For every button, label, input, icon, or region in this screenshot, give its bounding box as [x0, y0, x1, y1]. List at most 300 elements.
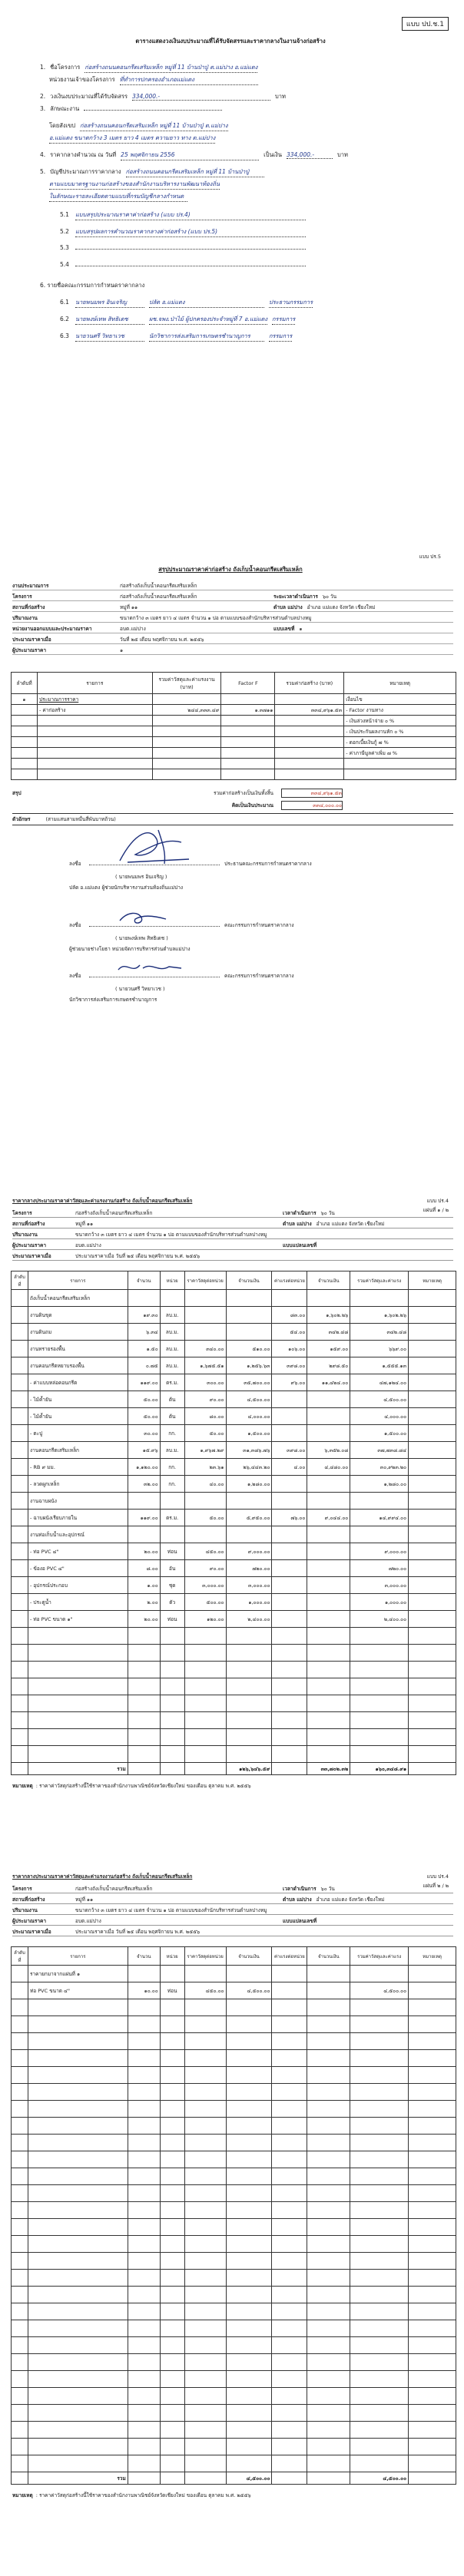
cell-col-0	[12, 2118, 28, 2135]
total-col-2	[128, 2472, 160, 2485]
table-row	[12, 2033, 456, 2050]
table-row	[12, 705, 456, 716]
cell-no	[12, 748, 38, 759]
cell-col-5	[226, 1526, 272, 1543]
page-por4-sheet1	[0, 1186, 464, 1862]
cell-col-2: ๑๑๙.๐๐	[128, 1510, 160, 1526]
member-number: 6.1	[60, 299, 69, 306]
cell-col-0	[12, 2287, 28, 2303]
cell-col-3	[160, 2270, 184, 2287]
cell-col-2	[128, 2033, 160, 2050]
cell-col-0	[12, 1999, 28, 2016]
cell-col-6: ๗๖.๐๐	[272, 1510, 307, 1526]
cell-col-1: ราคายกมาจากแผ่นที่ ๑	[28, 1966, 128, 1982]
table-row	[12, 2371, 456, 2388]
cell-col-2	[128, 2303, 160, 2320]
column-header: รายการ	[37, 673, 152, 694]
cell-col-0	[12, 1324, 28, 1341]
field-value: ขนาดกว้าง ๓ เมตร ยาว ๔ เมตร จำนวน ๑ บ่อ ตามแบบของสำนักบริหารส่วนตำบลปางหมู	[120, 615, 312, 621]
cell-col-5: ๗๒๐.๐๐	[226, 1560, 272, 1577]
amount-in-words-row	[12, 813, 453, 825]
cell-col-1	[28, 2067, 128, 2084]
header-field	[12, 1917, 453, 1926]
cell-col-1	[28, 2354, 128, 2371]
cell-col-6	[272, 1662, 307, 1678]
cell-col-6	[272, 2067, 307, 2084]
cell-col-3	[160, 1695, 184, 1712]
cell-col-1: - RB ๙ มม.	[28, 1459, 128, 1476]
signer-name: ( นายพงษ์เทพ สิทธิเดช )	[115, 935, 168, 941]
cell-col-8: ๓๐,๙๒๓.๒๐	[350, 1459, 409, 1476]
table-row	[12, 1611, 456, 1628]
cell-col-4	[184, 1526, 226, 1543]
cell-factor	[221, 726, 275, 737]
cell-col-1	[28, 2253, 128, 2270]
cell-item: - ค่าก่อสร้าง	[37, 705, 152, 716]
table-row	[12, 2303, 456, 2320]
table-row	[12, 769, 456, 780]
field-label-2: แบบแปลนเลขที่	[283, 1242, 317, 1248]
cell-col-8	[350, 2371, 409, 2388]
cell-col-7	[307, 1391, 350, 1408]
cell-col-3	[160, 2439, 184, 2455]
cell-col-3	[160, 1999, 184, 2016]
footnote-text: : ราคาค่าวัสดุก่อสร้างนี้ใช้ราคาของสำนักงานพาณิชย์จังหวัดเชียงใหม่ ของเดือน ตุลาคม พ.ศ. ๒๕๕๖	[35, 1783, 251, 1789]
total-col-0	[12, 2472, 28, 2485]
cell-col-1: งานคอนกรีตหยาบรองพื้น	[28, 1357, 128, 1374]
cell-col-0	[12, 2253, 28, 2270]
cell-col-3	[160, 2185, 184, 2202]
summary-label: สรุป	[12, 790, 22, 796]
cell-col-5: ๓,๐๐๐.๐๐	[226, 1577, 272, 1594]
cell-col-7	[307, 2320, 350, 2337]
cell-col-5: ๓๕,๗๐๐.๐๐	[226, 1374, 272, 1391]
field-label-2: ตำบล แม่ปาง	[283, 1896, 312, 1903]
cell-col-8	[350, 2185, 409, 2202]
cell-col-6	[272, 1391, 307, 1408]
cell-col-7	[307, 2033, 350, 2050]
item-value: 334,000.-	[132, 93, 270, 101]
info-row	[40, 63, 257, 73]
cell-col-3: ต้น	[160, 1391, 184, 1408]
cell-col-2: ๒๐.๐๐	[128, 1543, 160, 1560]
item-value: ในลักษณะรายละเอียดตามแบบที่กรมบัญชีกลางกำหนด	[49, 192, 187, 202]
cell-col-2	[128, 2202, 160, 2219]
cell-col-0	[12, 1357, 28, 1374]
cell-col-3	[160, 2202, 184, 2219]
cell-col-7	[307, 2151, 350, 2168]
header-field	[12, 1242, 453, 1250]
cell-total	[275, 716, 344, 726]
cell-col-8: ๑,๕๐๐.๐๐	[350, 1425, 409, 1442]
item-amount: 334,000.-	[287, 151, 333, 159]
cell-col-9	[409, 2320, 456, 2337]
cell-col-2: ๓๒.๐๐	[128, 1476, 160, 1493]
cell-col-2	[128, 2371, 160, 2388]
cell-col-3	[160, 2371, 184, 2388]
cell-col-7	[307, 1712, 350, 1729]
total-row	[12, 1763, 456, 1775]
cell-col-5	[226, 2337, 272, 2354]
signer-name: ( นายพนมพร อินเจริญ )	[115, 874, 167, 880]
cell-col-4: ๔๕๐.๐๐	[184, 1543, 226, 1560]
cell-cost	[152, 716, 221, 726]
cell-col-5	[226, 2084, 272, 2101]
cell-col-5	[226, 2303, 272, 2320]
cell-col-5	[226, 1307, 272, 1324]
cell-col-2: ๑.๕๐	[128, 1341, 160, 1357]
cell-col-0	[12, 1645, 28, 1662]
cell-col-3	[160, 2236, 184, 2253]
cell-col-9	[409, 2151, 456, 2168]
cell-col-2	[128, 2067, 160, 2084]
table-row	[12, 1341, 456, 1357]
item-label: ราคากลางคำนวณ ณ วันที่	[50, 151, 117, 158]
cell-col-2	[128, 2219, 160, 2236]
signature-field	[89, 970, 220, 977]
cell-col-9	[409, 1594, 456, 1611]
cell-col-6	[272, 2016, 307, 2033]
cell-col-3: ตร.ม.	[160, 1374, 184, 1391]
table-row	[12, 1577, 456, 1594]
field-value-2: ๖๐ วัน	[320, 1886, 335, 1892]
field-label: ผู้ประมาณราคา	[12, 1918, 47, 1924]
handwritten-signature	[112, 908, 204, 927]
cell-col-3: อัน	[160, 1560, 184, 1577]
cell-col-6	[272, 2151, 307, 2168]
cell-col-8	[350, 2405, 409, 2422]
cell-col-0	[12, 1307, 28, 1324]
field-value: หมู่ที่ ๑๑	[75, 1896, 94, 1903]
cell-col-4	[184, 2455, 226, 2472]
header-field	[12, 1252, 453, 1261]
cell-col-4	[184, 2405, 226, 2422]
cell-col-6	[272, 1493, 307, 1510]
cell-col-2	[128, 2050, 160, 2067]
table-row	[12, 2101, 456, 2118]
cell-col-4	[184, 2337, 226, 2354]
field-value-2: ๑	[299, 626, 303, 632]
cell-col-4	[184, 2202, 226, 2219]
cell-col-4	[184, 2320, 226, 2337]
cell-col-0	[12, 1560, 28, 1577]
table-row	[12, 1307, 456, 1324]
cell-col-4	[184, 1695, 226, 1712]
cell-col-5	[226, 2067, 272, 2084]
field-label: สถานที่ก่อสร้าง	[12, 604, 45, 610]
cell-col-3: ตัว	[160, 1594, 184, 1611]
total-col-6	[272, 2472, 307, 2485]
field-label-2: ระยะเวลาดำเนินการ	[273, 594, 318, 600]
header-field	[12, 1231, 453, 1239]
cell-col-1	[28, 1628, 128, 1645]
attachment-value: แบบสรุปประมาณราคาค่าก่อสร้าง (แบบ ปร.4)	[75, 210, 306, 220]
table-row	[12, 1526, 456, 1543]
cell-col-8: ๑,๒๘๐.๐๐	[350, 1476, 409, 1493]
attachment-row	[60, 261, 306, 268]
sign-prefix: ลงชื่อ	[69, 973, 81, 979]
empty-cell	[37, 759, 152, 769]
cell-col-6	[272, 2084, 307, 2101]
cell-col-8	[350, 2101, 409, 2118]
member-position: กรรมการ	[269, 332, 292, 342]
cell-cost: ๒๔๔,๓๓๓.๔๙	[152, 705, 221, 716]
member-name: นายพนมพร อินเจริญ	[75, 298, 144, 308]
cell-col-6: ๙๖.๐๐	[272, 1374, 307, 1391]
cell-col-1	[28, 2270, 128, 2287]
empty-cell	[221, 759, 275, 769]
table-row	[12, 1459, 456, 1476]
cell-col-4	[184, 2354, 226, 2371]
cell-col-7	[307, 2168, 350, 2185]
cell-col-3	[160, 2219, 184, 2236]
cell-col-2	[128, 1746, 160, 1763]
cell-col-1	[28, 2439, 128, 2455]
attachment-row	[60, 227, 306, 237]
cell-col-8	[350, 2067, 409, 2084]
field-label-2: เวลาดำเนินการ	[283, 1210, 317, 1216]
cell-col-4	[184, 1662, 226, 1678]
cell-col-7: ๔,๔๘๐.๐๐	[307, 1459, 350, 1476]
cell-col-9	[409, 1982, 456, 1999]
column-header: หน่วย	[160, 1271, 184, 1290]
cell-col-8	[350, 2455, 409, 2472]
cell-col-1: - ค่าแบบหล่อคอนกรีต	[28, 1374, 128, 1391]
cell-col-3: ชุด	[160, 1577, 184, 1594]
cell-col-0	[12, 1746, 28, 1763]
cell-col-5	[226, 2270, 272, 2287]
field-value-2: อำเภอ แม่แตง จังหวัด เชียงใหม่	[307, 604, 376, 610]
cell-col-5	[226, 1324, 272, 1341]
cell-col-7	[307, 2303, 350, 2320]
total-col-4	[184, 2472, 226, 2485]
cell-col-3	[160, 2455, 184, 2472]
cell-col-9	[409, 1307, 456, 1324]
cell-col-0	[12, 1391, 28, 1408]
cell-col-5	[226, 2405, 272, 2422]
header-field	[12, 1885, 453, 1893]
cell-total: ๓๓๔,๙๖๑.๕๓	[275, 705, 344, 716]
cell-col-5	[226, 1966, 272, 1982]
cell-col-2	[128, 2253, 160, 2270]
table-row	[12, 1628, 456, 1645]
cell-col-7	[307, 1543, 350, 1560]
cell-col-4: ๔๐.๐๐	[184, 1476, 226, 1493]
total-col-6	[272, 1763, 307, 1775]
cell-col-3	[160, 2405, 184, 2422]
field-value: ขนาดกว้าง ๓ เมตร ยาว ๔ เมตร จำนวน ๑ บ่อ ตามแบบของสำนักบริหารส่วนตำบลปางหมู	[75, 1232, 267, 1238]
cell-col-6	[272, 1425, 307, 1442]
cell-col-6	[272, 1628, 307, 1645]
cell-col-4	[184, 1628, 226, 1645]
cell-col-1: งานดินถม	[28, 1324, 128, 1341]
cell-col-2: ๐.๗๕	[128, 1357, 160, 1374]
cell-col-4	[184, 1966, 226, 1982]
cell-col-7	[307, 1560, 350, 1577]
total-col-5: ๑๒๖,๖๔๖.๕๙	[226, 1763, 272, 1775]
cell-col-2: ๑.๐๐	[128, 1577, 160, 1594]
field-label: โครงการ	[12, 1886, 32, 1892]
cell-col-5	[226, 1729, 272, 1746]
cell-col-2	[128, 2151, 160, 2168]
total-col-4	[184, 1763, 226, 1775]
cell-col-1	[28, 1712, 128, 1729]
field-value: ขนาดกว้าง ๓ เมตร ยาว ๔ เมตร จำนวน ๑ บ่อ ตามแบบของสำนักบริหารส่วนตำบลปางหมู	[75, 1907, 267, 1913]
cell-col-4	[184, 2439, 226, 2455]
cell-col-3	[160, 1712, 184, 1729]
field-label-2: เวลาดำเนินการ	[283, 1886, 317, 1892]
footnote-row	[12, 2492, 251, 2499]
signer-title: ผู้ช่วยนายช่างโยธา หน่วยจัดการบริหารส่วนตำบลแม่ปาง	[69, 946, 191, 952]
cell-col-7: ๑,๖๐๒.๒๖	[307, 1307, 350, 1324]
cell-col-3	[160, 2101, 184, 2118]
cell-col-1	[28, 1695, 128, 1712]
cell-col-8	[350, 2084, 409, 2101]
cell-col-6	[272, 2033, 307, 2050]
table-row	[12, 2455, 456, 2472]
cell-col-9	[409, 2337, 456, 2354]
cell-col-7	[307, 1577, 350, 1594]
cell-col-7	[307, 1290, 350, 1307]
cell-col-2	[128, 1628, 160, 1645]
cell-cost	[152, 737, 221, 748]
cell-col-9	[409, 2439, 456, 2455]
cell-col-5: ๓๑,๓๘๖.๗๖	[226, 1442, 272, 1459]
cell-col-0	[12, 2270, 28, 2287]
cell-col-3	[160, 2135, 184, 2151]
cell-col-3: ตร.ม.	[160, 1510, 184, 1526]
cell-col-8	[350, 2303, 409, 2320]
info-row	[49, 180, 220, 190]
cell-col-8: ๓๗,๗๓๘.๘๔	[350, 1442, 409, 1459]
cell-total	[275, 748, 344, 759]
total-col-2	[128, 1763, 160, 1775]
cell-col-2	[128, 2439, 160, 2455]
cell-col-8	[350, 2422, 409, 2439]
cell-col-4	[184, 2101, 226, 2118]
cell-col-5: ๑,๐๐๐.๐๐	[226, 1594, 272, 1611]
footnote-label: หมายเหตุ	[12, 2492, 33, 2498]
table-row	[12, 1374, 456, 1391]
cell-col-0	[12, 1594, 28, 1611]
cell-col-4	[184, 1324, 226, 1341]
field-label: สถานที่ก่อสร้าง	[12, 1896, 45, 1903]
sign-prefix: ลงชื่อ	[69, 861, 81, 867]
cell-col-1: งานดินขุด	[28, 1307, 128, 1324]
cell-col-5	[226, 1999, 272, 2016]
item-label: ชื่อโครงการ	[50, 64, 81, 71]
cell-col-9	[409, 2303, 456, 2320]
cell-col-7	[307, 1493, 350, 1510]
cell-col-2	[128, 1695, 160, 1712]
column-header: หมายเหตุ	[409, 1271, 456, 1290]
cell-col-3	[160, 2151, 184, 2168]
cell-col-0	[12, 2320, 28, 2337]
cell-col-0	[12, 1662, 28, 1678]
cell-col-8	[350, 1628, 409, 1645]
cell-col-9	[409, 1999, 456, 2016]
cell-col-9	[409, 1966, 456, 1982]
table-row	[12, 1982, 456, 1999]
cell-col-7: ๓๔๒.๔๘	[307, 1324, 350, 1341]
page-por4-sheet2	[0, 1862, 464, 2576]
cell-col-0	[12, 2185, 28, 2202]
field-label: โครงการ	[12, 1210, 32, 1216]
cell-col-9	[409, 1324, 456, 1341]
cell-col-0	[12, 2101, 28, 2118]
cell-col-7: ๙,๐๔๔.๐๐	[307, 1510, 350, 1526]
member-number: 6.3	[60, 332, 69, 339]
table-row	[12, 1408, 456, 1425]
cell-col-9	[409, 1746, 456, 1763]
cell-col-7	[307, 2253, 350, 2270]
cell-col-6	[272, 2303, 307, 2320]
cell-col-8: ๑,๖๐๒.๒๖	[350, 1307, 409, 1324]
footnote-label: หมายเหตุ	[12, 1783, 33, 1789]
materials-labor-table	[11, 1271, 456, 1775]
cell-col-8	[350, 2016, 409, 2033]
total-col-9	[409, 1763, 456, 1775]
table-row	[12, 1425, 456, 1442]
table-row	[12, 1999, 456, 2016]
cell-col-6	[272, 1966, 307, 1982]
cell-col-8	[350, 1290, 409, 1307]
cell-col-4: ๑,๙๖๗.๒๙	[184, 1442, 226, 1459]
cell-col-6	[272, 2287, 307, 2303]
table-row	[12, 748, 456, 759]
cell-col-6	[272, 2320, 307, 2337]
cell-col-1	[28, 2320, 128, 2337]
cell-col-5	[226, 2455, 272, 2472]
cell-col-0	[12, 2303, 28, 2320]
cell-col-2	[128, 1290, 160, 1307]
table-row	[12, 2439, 456, 2455]
cell-col-6	[272, 2354, 307, 2371]
signature-line	[69, 919, 438, 934]
cell-col-5	[226, 2016, 272, 2033]
cell-col-8	[350, 2236, 409, 2253]
table-row	[12, 1695, 456, 1712]
cell-col-9	[409, 2253, 456, 2270]
empty-cell	[37, 769, 152, 780]
cell-col-4: ๑,๖๗๕.๕๑	[184, 1357, 226, 1374]
cell-col-3: ลบ.ม.	[160, 1324, 184, 1341]
cell-col-9	[409, 1357, 456, 1374]
cell-factor	[221, 748, 275, 759]
cell-col-8	[350, 2168, 409, 2185]
table-row	[12, 1729, 456, 1746]
cell-col-4	[184, 1729, 226, 1746]
cell-col-1: งานคอนกรีตเสริมเหล็ก	[28, 1442, 128, 1459]
cell-cost	[152, 694, 221, 705]
cell-col-5	[226, 2101, 272, 2118]
field-label: ปริมาณงาน	[12, 1907, 38, 1913]
cell-col-2	[128, 2455, 160, 2472]
cell-col-0	[12, 1459, 28, 1476]
cell-col-7	[307, 1662, 350, 1678]
cell-col-8: ๔,๐๐๐.๐๐	[350, 1408, 409, 1425]
cell-col-8	[350, 1493, 409, 1510]
cell-col-3	[160, 2337, 184, 2354]
field-label: โครงการ	[12, 594, 32, 600]
cell-col-2	[128, 1999, 160, 2016]
cell-col-6	[272, 1746, 307, 1763]
cell-col-3	[160, 2388, 184, 2405]
cell-col-8	[350, 1729, 409, 1746]
column-header: หมายเหตุ	[344, 673, 456, 694]
signature-field	[89, 919, 220, 927]
table-row	[12, 1324, 456, 1341]
